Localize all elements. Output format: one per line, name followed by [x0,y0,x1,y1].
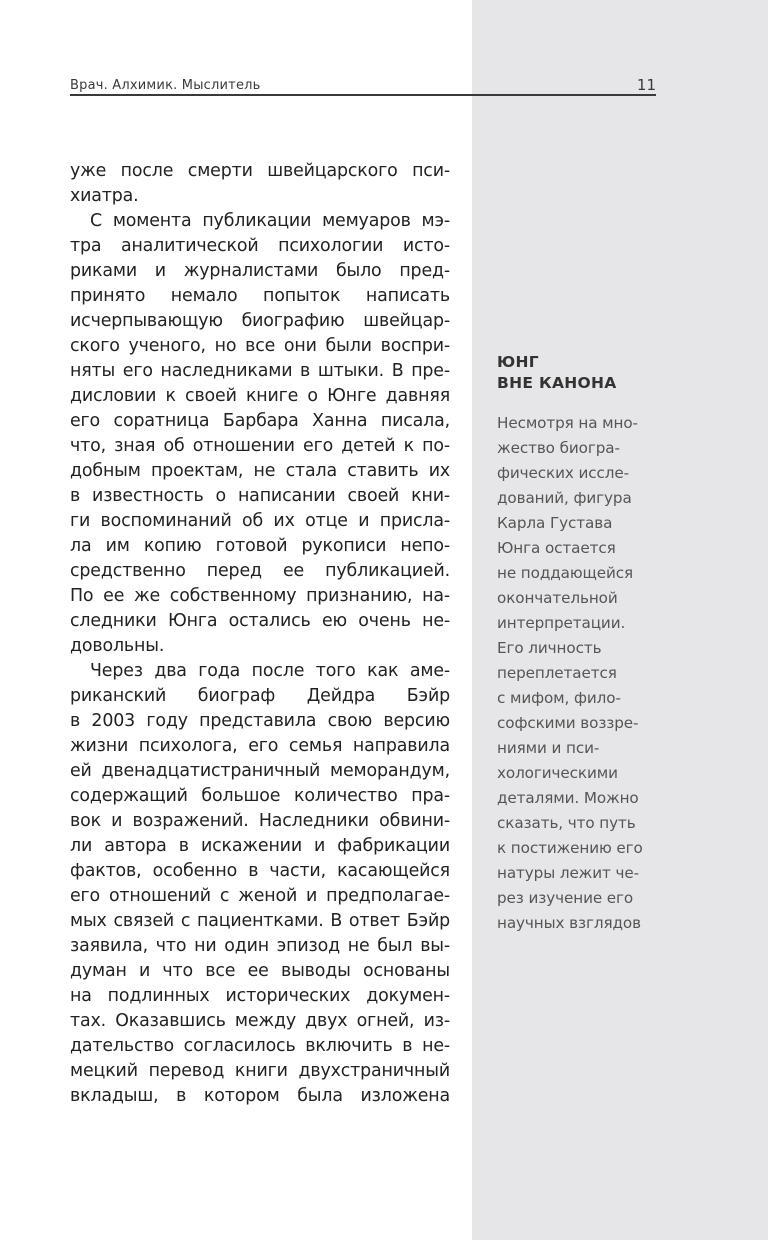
text-line: хиатра. [70,186,139,206]
sidebar-line: научных взглядов [497,914,641,932]
text-line: ла им копию готовой рукописи непо- [70,536,450,556]
sidebar-line: хологическими [497,764,618,782]
text-line: дисловии к своей книге о Юнге давняя [70,386,450,406]
sidebar-line: к постижению его [497,839,643,857]
sidebar-line: дований, фигура [497,489,632,507]
sidebar-line: фических иссле- [497,464,629,482]
text-line: ей двенадцатистраничный меморандум, [70,761,450,781]
text-line: дательство согласилось включить в не- [70,1036,450,1056]
text-line: в известность о написании своей кни- [70,486,450,506]
text-line: принято немало попыток написать [70,286,450,306]
text-line: заявила, что ни один эпизод не был вы- [70,936,450,956]
text-line: риканский биограф Дейдра Бэйр [70,686,450,706]
sidebar-line: интерпретации. [497,614,626,632]
text-line: на подлинных исторических докумен- [70,986,450,1006]
text-line: ли автора в искажении и фабрикации [70,836,450,856]
text-line: добным проектам, не стала ставить их [70,461,450,481]
text-line: его соратница Барбара Ханна писала, [70,411,450,431]
text-line: ского ученого, но все они были воспри- [70,336,450,356]
sidebar-line: не поддающейся [497,564,634,582]
sidebar-line: натуры лежит че- [497,864,640,882]
text-line: вкладыш, в котором была изложена [70,1086,450,1106]
sidebar-line: окончательной [497,589,618,607]
text-line: жизни психолога, его семья направила [70,736,450,756]
text-line: исчерпывающую биографию швейцар- [70,311,450,331]
sidebar-line: софскими воззре- [497,714,639,732]
text-line: уже после смерти швейцарского пси- [70,161,450,181]
sidebar-heading-line: ВНЕ КАНОНА [497,374,617,392]
text-line: следники Юнга остались ею очень не- [70,611,450,631]
sidebar-heading-line: ЮНГ [497,353,539,371]
sidebar-line: Юнга остается [497,539,616,557]
text-line: его отношений с женой и предполагае- [70,886,450,906]
sidebar-line: жество биогра- [497,439,620,457]
running-title: Врач. Алхимик. Мыслитель [70,78,261,93]
main-text-column [70,159,450,1109]
text-line: что, зная об отношении его детей к по- [70,436,450,456]
text-line: ги воспоминаний об их отце и присла- [70,511,450,531]
sidebar-line: деталями. Можно [497,789,639,807]
text-line: тах. Оказавшись между двух огней, из- [70,1011,450,1031]
text-line: Через два года после того как аме- [90,661,450,681]
text-line: вок и возражений. Наследники обвини- [70,811,450,831]
running-header [70,76,656,96]
sidebar-line: рез изучение его [497,889,634,907]
sidebar-line: переплетается [497,664,617,682]
text-line: тра аналитической психологии исто- [70,236,450,256]
sidebar-line: Несмотря на мно- [497,414,638,432]
text-line: довольны. [70,636,165,656]
text-line: риками и журналистами было пред- [70,261,450,281]
text-line: средственно перед ее публикацией. [70,561,450,581]
text-line: думан и что все ее выводы основаны [70,961,450,981]
sidebar-line: с мифом, фило- [497,689,621,707]
sidebar-text [497,411,667,936]
text-line: С момента публикации мемуаров мэ- [90,211,450,231]
sidebar-line: сказать, что путь [497,814,636,832]
sidebar-line: Карла Густава [497,514,613,532]
sidebar-heading [497,352,737,394]
text-line: По ее же собственному признанию, на- [70,586,450,606]
page-number: 11 [636,76,656,94]
text-line: мых связей с пациентками. В ответ Бэйр [70,911,450,931]
text-line: мецкий перевод книги двухстраничный [70,1061,450,1081]
text-line: содержащий большое количество пра- [70,786,450,806]
text-line: фактов, особенно в части, касающейся [70,861,450,881]
text-line: в 2003 году представила свою версию [70,711,450,731]
sidebar-line: ниями и пси- [497,739,600,757]
sidebar-line: Его личность [497,639,602,657]
text-line: няты его наследниками в штыки. В пре- [70,361,450,381]
